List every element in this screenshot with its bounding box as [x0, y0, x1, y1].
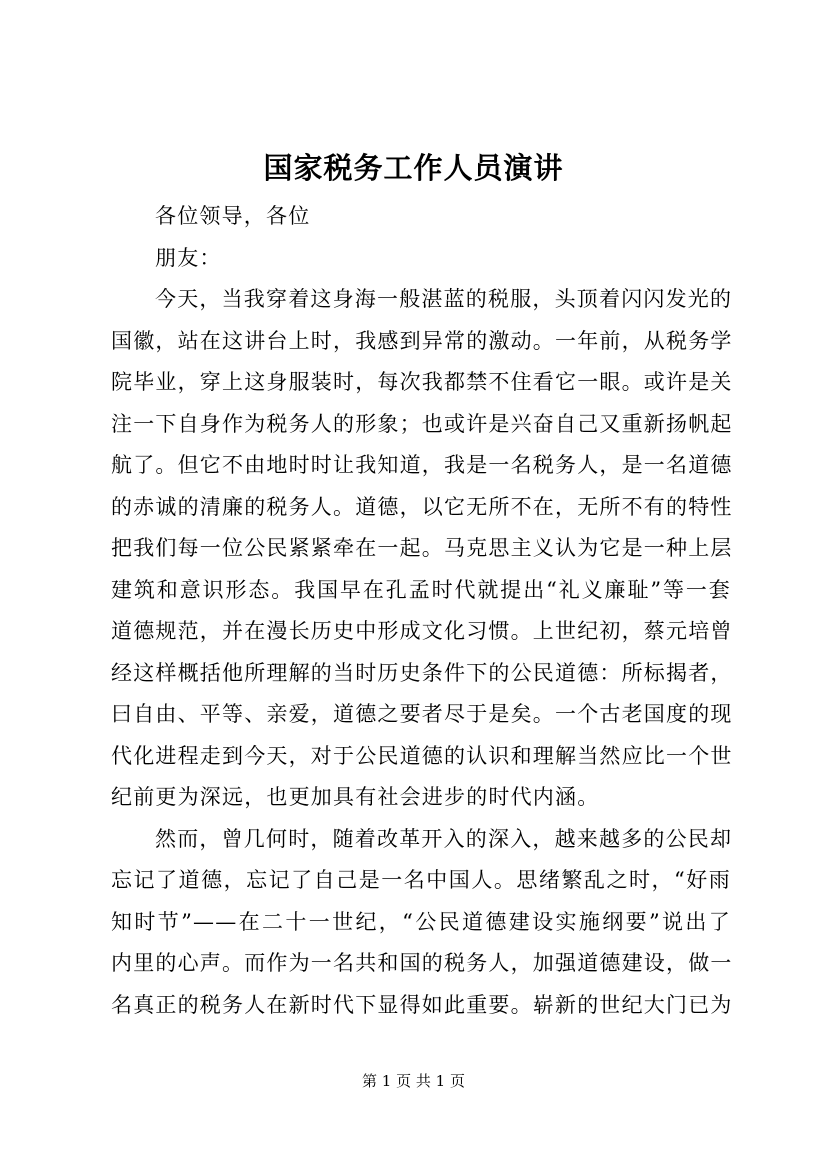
- paragraph-line: 把我们每一位公民紧紧牵在一起。马克思主义认为它是一种上层: [111, 536, 733, 560]
- paragraph-line: 院毕业，穿上这身服装时，每次我都禁不住看它一眼。或许是关: [111, 370, 733, 394]
- paragraph-1: [111, 279, 731, 819]
- paragraph-line: 道德规范，并在漫长历史中形成文化习惯。上世纪初，蔡元培曾: [111, 619, 733, 643]
- paragraph-line: 然而，曾几何时，随着改革开入的深入，越来越多的公民却: [155, 826, 733, 851]
- paragraph-line: 纪前更为深远，也更加具有社会进步的时代内涵。: [111, 785, 600, 809]
- paragraph-line: 知时节”——在二十一世纪，“公民道德建设实施纲要”说出了: [111, 909, 731, 934]
- paragraph-line: 的赤诚的清廉的税务人。道德，以它无所不在，无所不有的特性: [111, 494, 733, 519]
- paragraph-line: 忘记了道德，忘记了自己是一名中国人。思绪繁乱之时，“好雨: [111, 868, 731, 892]
- paragraph-2: [111, 819, 731, 1027]
- document-title: 国家税务工作人员演讲: [263, 151, 564, 185]
- paragraph-line: 代化进程走到今天，对于公民道德的认识和理解当然应比一个世: [111, 743, 733, 768]
- greeting-line: 各位领导，各位: [155, 204, 311, 228]
- paragraph-line: 注一下自身作为税务人的形象；也或许是兴奋自己又重新扬帆起: [111, 411, 733, 436]
- paragraph-line: 航了。但它不由地时时让我知道，我是一名税务人，是一名道德: [111, 453, 733, 477]
- paragraph-line: 名真正的税务人在新时代下显得如此重要。崭新的世纪大门已为: [111, 992, 733, 1017]
- paragraph-line: 国徽，站在这讲台上时，我感到异常的激动。一年前，从税务学: [111, 328, 733, 353]
- greeting-line: 朋友：: [155, 245, 222, 270]
- paragraph-line: 经这样概括他所理解的当时历史条件下的公民道德：所标揭者，: [111, 660, 733, 685]
- document-body: [111, 196, 731, 1026]
- paragraph-line: 内里的心声。而作为一名共和国的税务人，加强道德建设，做一: [111, 951, 733, 975]
- paragraph-line: 今天，当我穿着这身海一般湛蓝的税服，头顶着闪闪发光的: [155, 287, 733, 311]
- page-footer: 第 1 页 共 1 页: [362, 1072, 465, 1090]
- paragraph-line: 建筑和意识形态。我国早在孔孟时代就提出“礼义廉耻”等一套: [111, 577, 731, 602]
- paragraph-line: 曰自由、平等、亲爱，道德之要者尽于是矣。一个古老国度的现: [111, 702, 733, 726]
